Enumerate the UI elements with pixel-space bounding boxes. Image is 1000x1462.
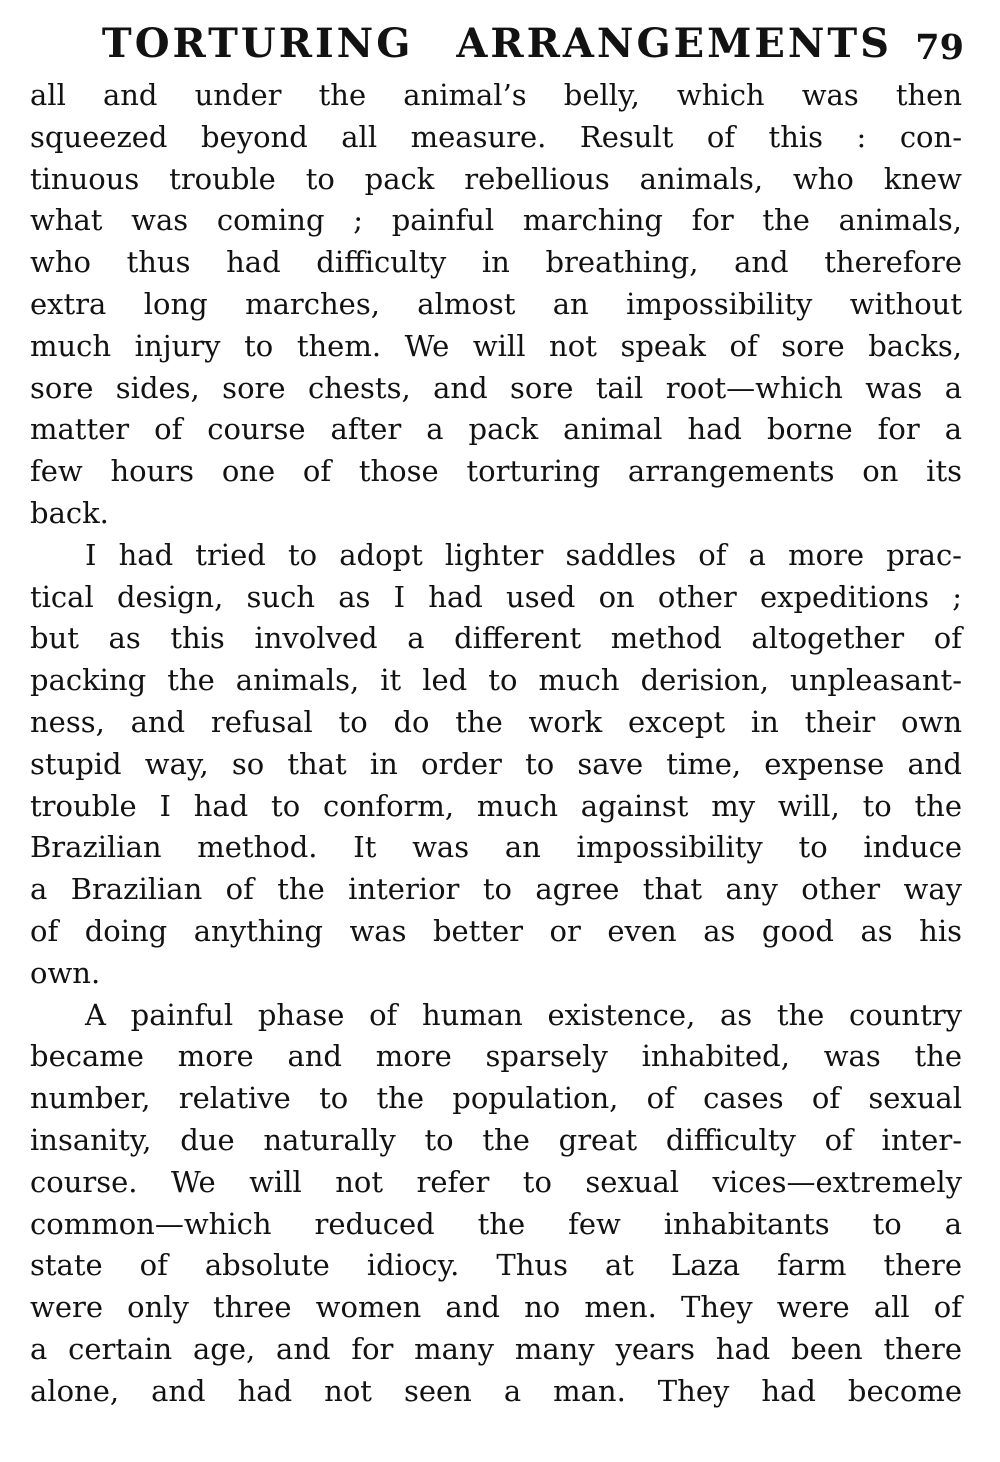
text-line: trouble I had to conform, much against my will, to the [30,788,962,823]
text-line: insanity, due naturally to the great difficulty of inter- [30,1122,962,1157]
text-line: own. [30,955,101,990]
text-line: common—which reduced the few inhabitants to a [30,1206,962,1241]
text-line: sore sides, sore chests, and sore tail root—which was a [30,370,962,405]
text-line: extra long marches, almost an impossibility without [30,286,962,321]
text-line: all and under the animal’s belly, which was then [30,78,962,112]
text-line: ness, and refusal to do the work except in their own [30,704,962,739]
text-line: state of absolute idiocy. Thus at Laza farm there [30,1248,962,1283]
text-line: packing the animals, it led to much derision, unpleasant- [30,663,962,698]
paragraph [30,75,962,535]
text-line: tical design, such as I had used on other expeditions ; [30,579,962,614]
text-line: who thus had difficulty in breathing, and therefore [30,245,962,280]
text-line: back. [30,495,109,530]
text-line: much injury to them. We will not speak of sore backs, [30,328,962,363]
text-line: A painful phase of human existence, as the country [85,997,962,1032]
text-line: course. We will not refer to sexual vices—extremely [30,1164,962,1199]
text-line: became more and more sparsely inhabited, was the [30,1039,962,1074]
text-line: alone, and had not seen a man. They had become [30,1373,962,1408]
text-line: tinuous trouble to pack rebellious animals, who knew [30,161,962,196]
text-line: of doing anything was better or even as good as his [30,913,962,948]
page-number: 79 [915,27,964,68]
text-line: squeezed beyond all measure. Result of this : con- [30,119,962,154]
page-header [30,20,964,76]
text-line: number, relative to the population, of cases of sexual [30,1081,962,1116]
page-header-title: TORTURING ARRANGEMENTS [101,20,893,67]
text-line: a certain age, and for many many years had been there [30,1331,962,1366]
text-line: a Brazilian of the interior to agree that any other way [30,872,962,907]
text-line: what was coming ; painful marching for the animals, [30,203,962,238]
text-line: matter of course after a pack animal had borne for a [30,412,962,447]
text-line: I had tried to adopt lighter saddles of a more prac- [85,537,962,572]
text-line: were only three women and no men. They were all of [30,1290,962,1325]
text-line: Brazilian method. It was an impossibility to induce [30,830,962,865]
page-body [30,75,962,1413]
paragraph [30,995,962,1413]
text-line: stupid way, so that in order to save time, expense and [30,746,962,781]
paragraph [30,535,962,995]
text-line: few hours one of those torturing arrangements on its [30,454,962,489]
text-line: but as this involved a different method altogether of [30,621,962,656]
